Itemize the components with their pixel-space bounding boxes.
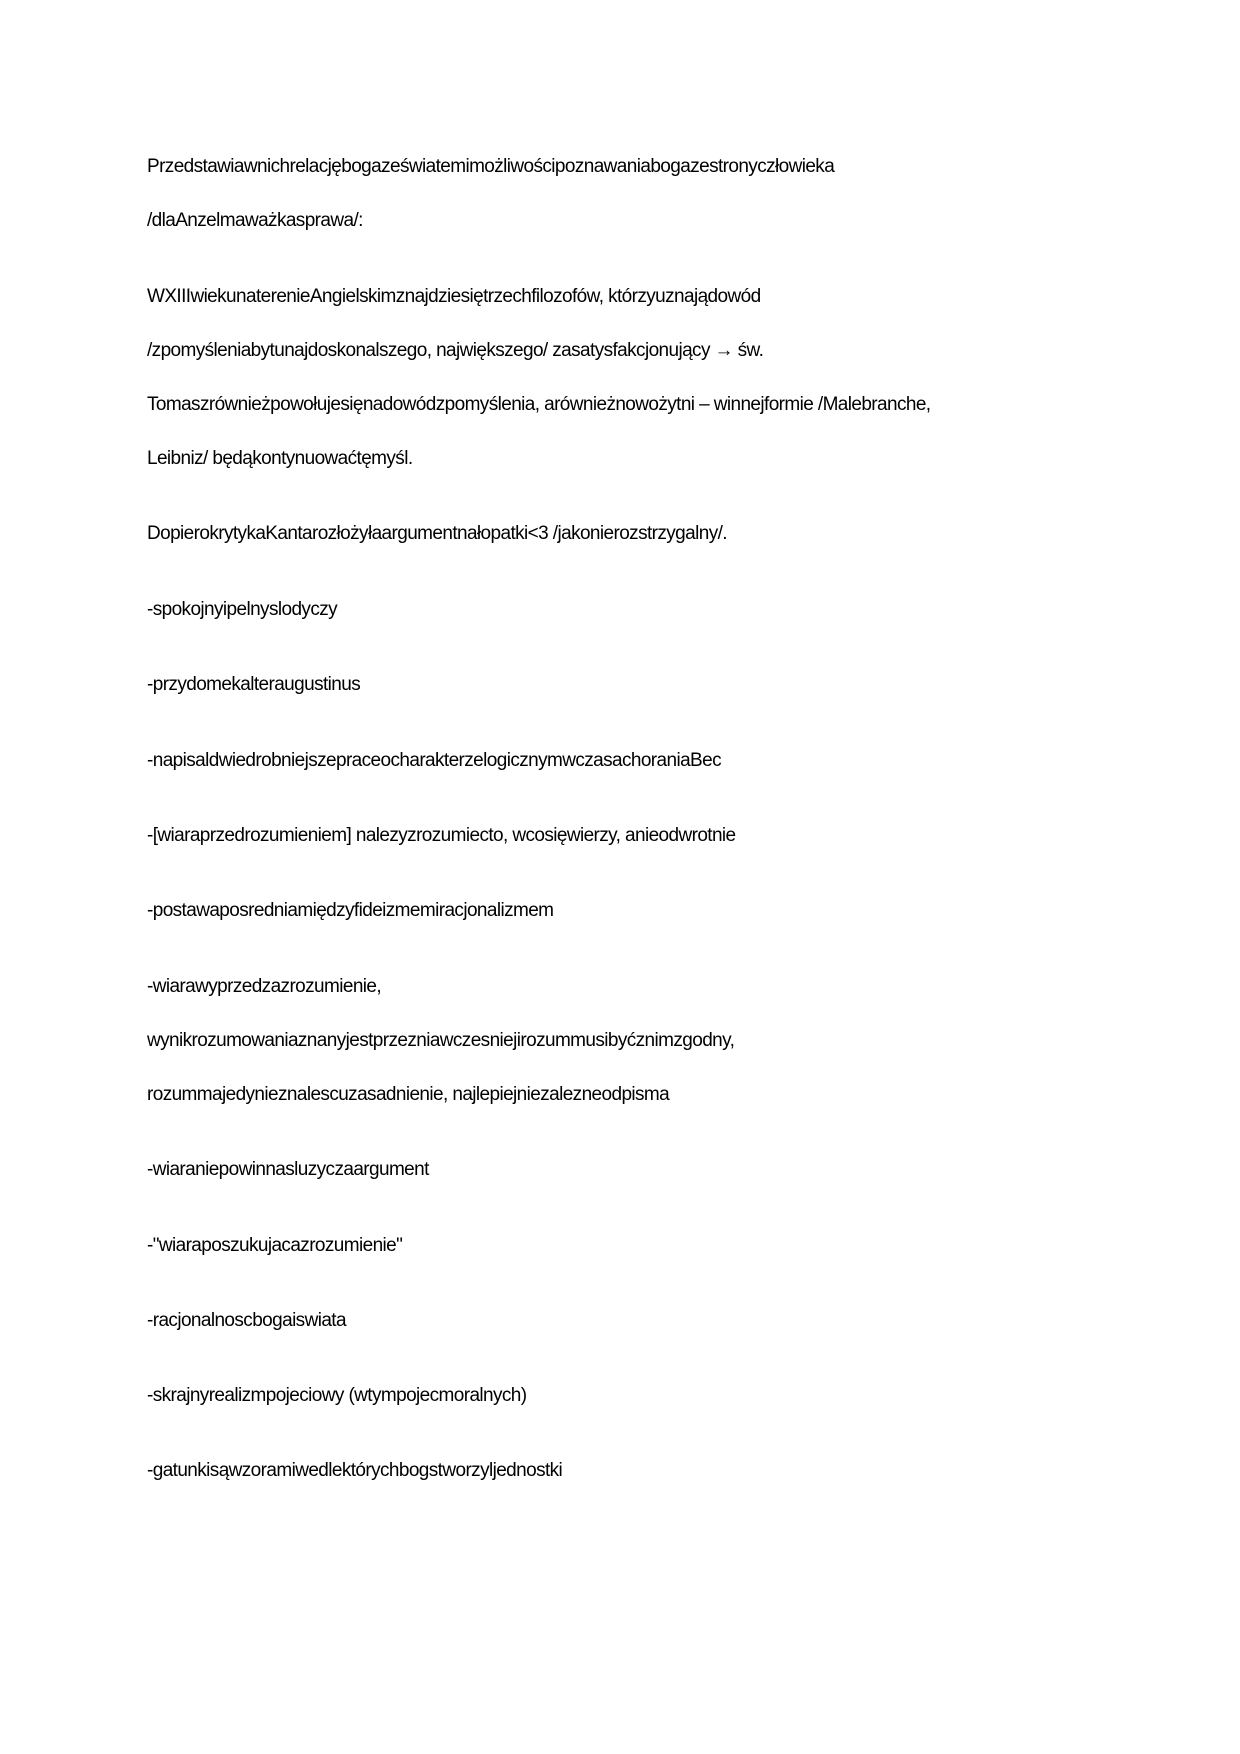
paragraph-line: WXIIIwiekunaterenieAngielskimznajdziesiętrzechfilozofów, którzyuznajądowód (147, 286, 761, 307)
list-item-continuation: wynikrozumowaniaznanyjestprzezniawczesniejirozummusibyćznimzgodny, (147, 1030, 735, 1051)
list-item: -[wiaraprzedrozumieniem] nalezyzrozumiecto, wcosięwierzy, anieodwrotnie (147, 825, 736, 846)
paragraph-line: /zpomyśleniabytunajdoskonalszego, największego/ zasatysfakcjonujący → św. (147, 340, 764, 361)
heading-line: Przedstawiawnichrelacjębogazeświatemimożliwościpoznawaniabogazestronyczłowieka (147, 156, 835, 177)
list-item: -"wiaraposzukujacazrozumienie" (147, 1235, 403, 1256)
list-item: -racjonalnoscbogaiswiata (147, 1310, 346, 1331)
subheading-line: /dlaAnzelmaważkasprawa/: (147, 210, 363, 231)
list-item: -skrajnyrealizmpojeciowy (wtympojecmoralnych) (147, 1385, 527, 1406)
paragraph-line: Tomaszrównieżpowołujesięnadowódzpomyślenia, arównieżnowożytni – winnejformie /Malebranche, (147, 394, 931, 415)
list-item: -spokojnyipelnyslodyczy (147, 599, 338, 620)
list-item: -gatunkisąwzoramiwedlektórychbogstworzyljednostki (147, 1460, 563, 1481)
paragraph-line: Leibniz/ będąkontynuowaćtęmyśl. (147, 448, 413, 469)
paragraph-line: DopierokrytykaKantarozłożyłaargumentnałopatki<3 /jakonierozstrzygalny/. (147, 523, 727, 544)
list-item: -napisaldwiedrobniejszepraceocharakterzelogicznymwczasachoraniaBec (147, 750, 721, 771)
list-item: -postawaposredniamiędzyfideizmemiracjonalizmem (147, 900, 554, 921)
list-item: -wiarawyprzedzazrozumienie, (147, 976, 382, 997)
list-item: -przydomekalteraugustinus (147, 674, 361, 695)
list-item-continuation: rozummajedynieznalescuzasadnienie, najlepiejniezalezneodpisma (147, 1084, 670, 1105)
list-item: -wiaraniepowinnasluzyczaargument (147, 1159, 429, 1180)
